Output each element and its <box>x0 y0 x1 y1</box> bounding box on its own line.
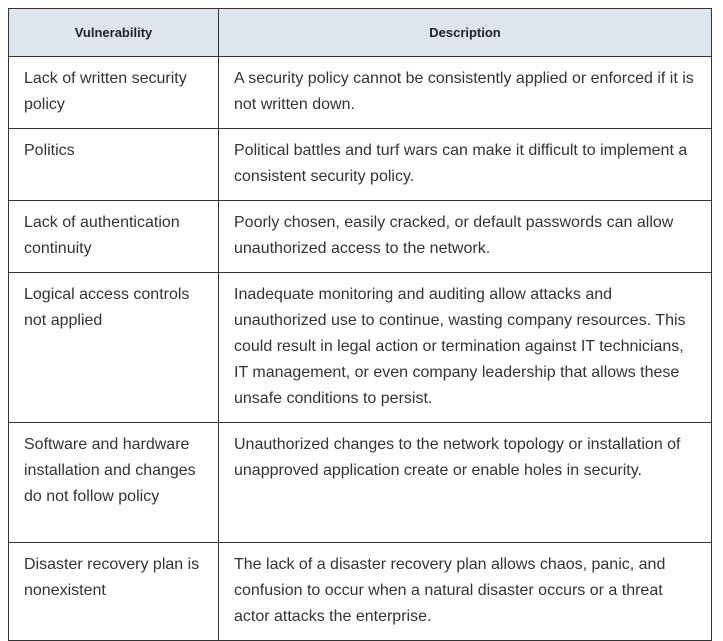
vulnerability-cell: Politics <box>9 129 219 201</box>
vulnerability-cell: Logical access controls not applied <box>9 273 219 423</box>
vulnerability-table <box>8 8 712 641</box>
table-row <box>9 129 712 201</box>
description-cell: A security policy cannot be consistently applied or enforced if it is not written down. <box>219 57 712 129</box>
table-row <box>9 423 712 543</box>
description-cell: Poorly chosen, easily cracked, or default passwords can allow unauthorized access to the network. <box>219 201 712 273</box>
vulnerability-cell: Lack of authentication continuity <box>9 201 219 273</box>
column-header-vulnerability: Vulnerability <box>9 9 219 57</box>
table-row <box>9 57 712 129</box>
table-header-row <box>9 9 712 57</box>
description-cell: The lack of a disaster recovery plan allows chaos, panic, and confusion to occur when a natural disaster occurs or a threat actor attacks the enterprise. <box>219 543 712 641</box>
vulnerability-cell: Disaster recovery plan is nonexistent <box>9 543 219 641</box>
table-row <box>9 201 712 273</box>
description-cell: Political battles and turf wars can make it difficult to implement a consistent security policy. <box>219 129 712 201</box>
vulnerability-cell: Software and hardware installation and changes do not follow policy <box>9 423 219 543</box>
vulnerability-table-container <box>8 8 711 641</box>
table-row <box>9 273 712 423</box>
description-cell: Inadequate monitoring and auditing allow attacks and unauthorized use to continue, wasting company resources. This could result in legal action or termination against IT technicians, IT management, or even company leadership that allows these unsafe conditions to persist. <box>219 273 712 423</box>
vulnerability-cell: Lack of written security policy <box>9 57 219 129</box>
description-cell: Unauthorized changes to the network topology or installation of unapproved application create or enable holes in security. <box>219 423 712 543</box>
column-header-description: Description <box>219 9 712 57</box>
table-row <box>9 543 712 641</box>
